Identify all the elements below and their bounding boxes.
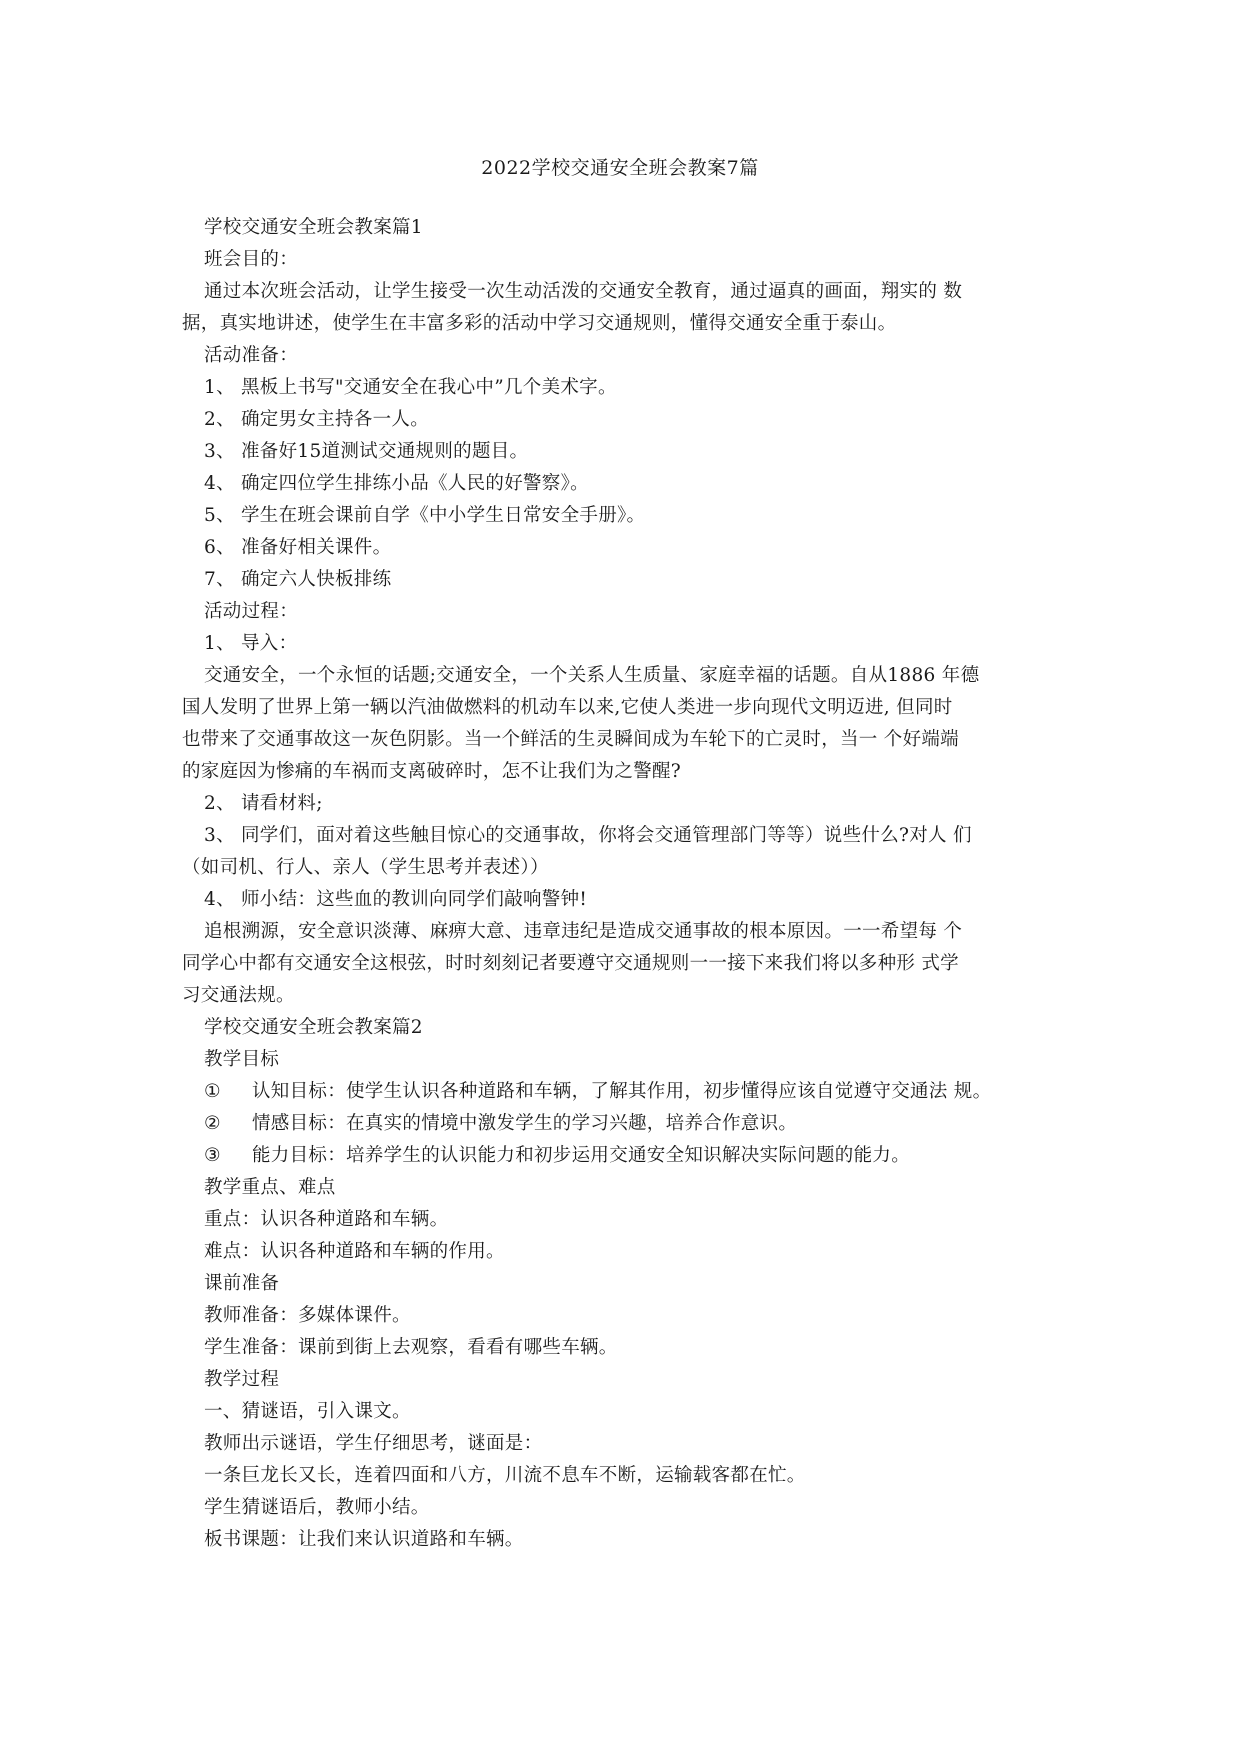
line-text: 一条巨龙长又长，连着四面和八方，川流不息车不断，运输载客都在忙。: [204, 1465, 806, 1486]
line-text: 教学过程: [204, 1369, 280, 1390]
list-number: ③: [204, 1145, 221, 1166]
list-number: 6、: [204, 537, 235, 558]
line-text: 确定四位学生排练小品《人民的好警察》。: [241, 473, 589, 494]
paragraph-line: [182, 1492, 1082, 1524]
numbered-paragraph-line: [182, 1140, 1082, 1172]
paragraph-line: [182, 340, 1082, 372]
line-text: 同学心中都有交通安全这根弦，时时刻刻记者要遵守交通规则一一接下来我们将以多种形 式学: [182, 953, 959, 974]
document-title: 2022学校交通安全班会教案7篇: [481, 157, 759, 179]
line-text: 确定男女主持各一人。: [241, 409, 430, 430]
line-text: 一、猜谜语，引入课文。: [204, 1401, 411, 1422]
line-text: 教学目标: [204, 1049, 280, 1070]
line-text: 准备好15道测试交通规则的题目。: [241, 441, 529, 462]
paragraph-line: [182, 1460, 1082, 1492]
line-text: 请看材料;: [241, 793, 323, 814]
line-text: 学生在班会课前自学《中小学生日常安全手册》。: [241, 505, 646, 526]
paragraph-line: [182, 1268, 1082, 1300]
list-number: 1、: [204, 633, 235, 654]
numbered-paragraph-line: [182, 884, 1082, 916]
paragraph-line: [182, 596, 1082, 628]
paragraph-line: [182, 1396, 1082, 1428]
numbered-paragraph-line: [182, 564, 1082, 596]
line-text: 学生准备：课前到街上去观察，看看有哪些车辆。: [204, 1337, 618, 1358]
line-text: 据，真实地讲述，使学生在丰富多彩的活动中学习交通规则，懂得交通安全重于泰山。: [182, 313, 897, 334]
paragraph-line: [182, 1428, 1082, 1460]
line-text: 确定六人快板排练: [241, 569, 392, 590]
list-number: 4、: [204, 473, 235, 494]
line-text: 教学重点、难点: [204, 1177, 336, 1198]
line-text: 国人发明了世界上第一辆以汽油做燃料的机动车以来,它使人类进一步向现代文明迈进, 但同时: [182, 697, 953, 718]
numbered-paragraph-line: [182, 1108, 1082, 1140]
line-text: 教师出示谜语，学生仔细思考，谜面是：: [204, 1433, 543, 1454]
list-number: ①: [204, 1081, 221, 1102]
paragraph-line: [182, 852, 1082, 884]
numbered-paragraph-line: [182, 468, 1082, 500]
line-text: 教师准备：多媒体课件。: [204, 1305, 411, 1326]
list-number: 5、: [204, 505, 235, 526]
list-number: ②: [204, 1113, 221, 1134]
line-text: 情感目标：在真实的情境中激发学生的学习兴趣，培养合作意识。: [252, 1113, 798, 1134]
line-text: 活动过程：: [204, 601, 299, 622]
paragraph-line: [182, 1332, 1082, 1364]
paragraph-line: [182, 1012, 1082, 1044]
list-number: 2、: [204, 409, 235, 430]
numbered-paragraph-line: [182, 436, 1082, 468]
paragraph-line: [182, 692, 1082, 724]
list-number: 2、: [204, 793, 235, 814]
document-body: [182, 212, 1082, 1556]
numbered-paragraph-line: [182, 532, 1082, 564]
line-text: 学校交通安全班会教案篇1: [204, 217, 423, 238]
line-text: 黑板上书写"交通安全在我心中”几个美术字。: [241, 377, 617, 398]
paragraph-line: [182, 1172, 1082, 1204]
numbered-paragraph-line: [182, 628, 1082, 660]
paragraph-line: [182, 244, 1082, 276]
paragraph-line: [182, 660, 1082, 692]
paragraph-line: [182, 1236, 1082, 1268]
paragraph-line: [182, 1364, 1082, 1396]
paragraph-line: [182, 756, 1082, 788]
list-number: 4、: [204, 889, 235, 910]
line-text: 难点：认识各种道路和车辆的作用。: [204, 1241, 505, 1262]
numbered-paragraph-line: [182, 788, 1082, 820]
line-text: 交通安全，一个永恒的话题;交通安全，一个关系人生质量、家庭幸福的话题。自从1886 年德: [204, 665, 980, 686]
line-text: 习交通法规。: [182, 985, 295, 1006]
numbered-paragraph-line: [182, 1076, 1082, 1108]
line-text: 导入：: [241, 633, 298, 654]
line-text: 师小结：这些血的教训向同学们敲响警钟!: [241, 889, 588, 910]
list-number: 3、: [204, 441, 235, 462]
numbered-paragraph-line: [182, 820, 1082, 852]
line-text: 学校交通安全班会教案篇2: [204, 1017, 423, 1038]
line-text: 活动准备：: [204, 345, 299, 366]
numbered-paragraph-line: [182, 404, 1082, 436]
line-text: 认知目标：使学生认识各种道路和车辆，了解其作用，初步懂得应该自觉遵守交通法 规。: [252, 1081, 992, 1102]
paragraph-line: [182, 980, 1082, 1012]
line-text: 板书课题：让我们来认识道路和车辆。: [204, 1529, 524, 1550]
line-text: 学生猜谜语后，教师小结。: [204, 1497, 430, 1518]
list-number: 3、: [204, 825, 235, 846]
paragraph-line: [182, 1524, 1082, 1556]
paragraph-line: [182, 1044, 1082, 1076]
paragraph-line: [182, 212, 1082, 244]
line-text: 也带来了交通事故这一灰色阴影。当一个鲜活的生灵瞬间成为车轮下的亡灵时，当一 个好端端: [182, 729, 959, 750]
paragraph-line: [182, 724, 1082, 756]
line-text: 的家庭因为惨痛的车祸而支离破碎时，怎不让我们为之警醒?: [182, 761, 682, 782]
line-text: 通过本次班会活动，让学生接受一次生动活泼的交通安全教育，通过逼真的画面，翔实的 数: [204, 281, 963, 302]
list-number: 7、: [204, 569, 235, 590]
line-text: 追根溯源，安全意识淡薄、麻痹大意、违章违纪是造成交通事故的根本原因。一一希望每 个: [204, 921, 963, 942]
line-text: 同学们，面对着这些触目惊心的交通事故，你将会交通管理部门等等）说些什么?对人 们: [241, 825, 972, 846]
list-number: 1、: [204, 377, 235, 398]
numbered-paragraph-line: [182, 500, 1082, 532]
numbered-paragraph-line: [182, 372, 1082, 404]
line-text: （如司机、行人、亲人（学生思考并表述））: [182, 857, 549, 878]
line-text: 课前准备: [204, 1273, 280, 1294]
line-text: 重点：认识各种道路和车辆。: [204, 1209, 449, 1230]
paragraph-line: [182, 276, 1082, 308]
paragraph-line: [182, 308, 1082, 340]
line-text: 能力目标：培养学生的认识能力和初步运用交通安全知识解决实际问题的能力。: [252, 1145, 911, 1166]
line-text: 班会目的：: [204, 249, 299, 270]
line-text: 准备好相关课件。: [241, 537, 392, 558]
paragraph-line: [182, 948, 1082, 980]
paragraph-line: [182, 1204, 1082, 1236]
paragraph-line: [182, 916, 1082, 948]
paragraph-line: [182, 1300, 1082, 1332]
